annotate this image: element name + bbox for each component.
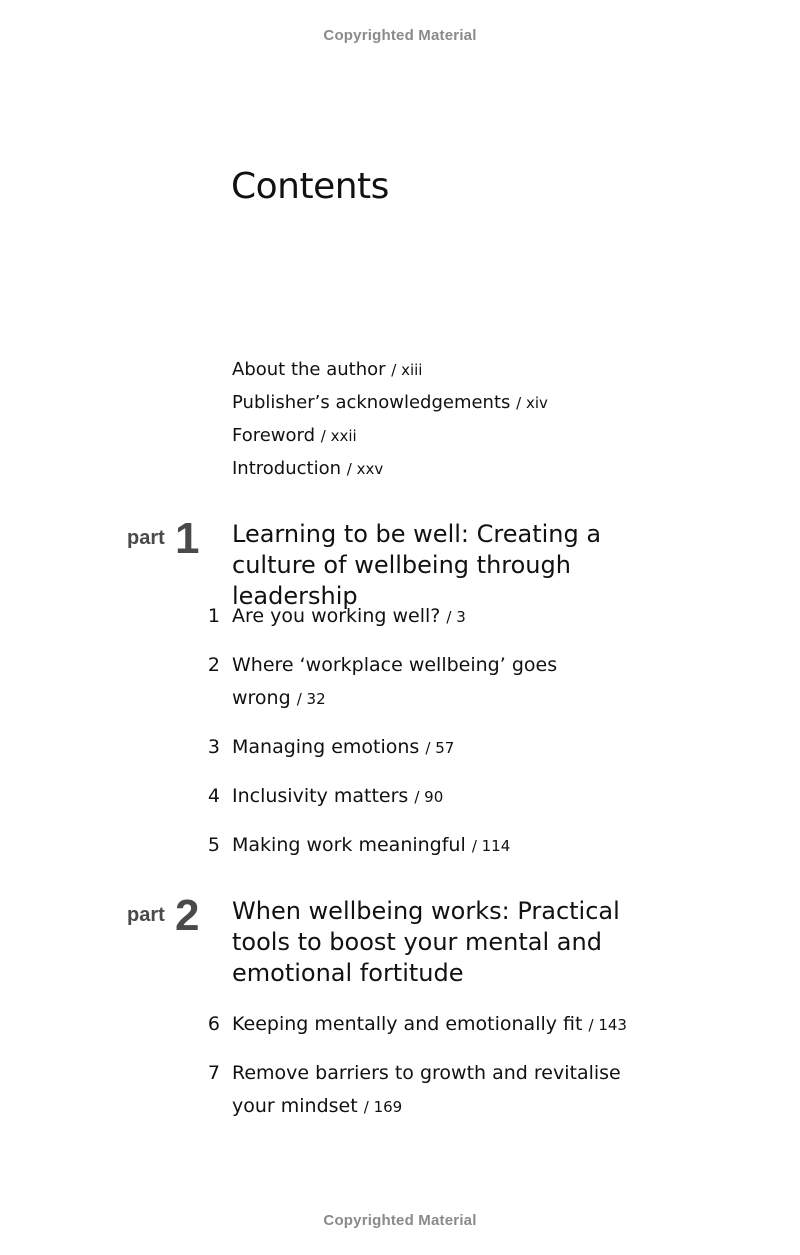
chapter-title: Are you working well?	[232, 605, 441, 627]
chapter-number: 2	[207, 654, 220, 676]
chapter-title: Where ‘workplace wellbeing’ goes wrong	[232, 654, 558, 709]
part-number: 2	[175, 891, 200, 940]
page-reference: / 3	[446, 608, 466, 626]
page-reference: / xxii	[320, 427, 357, 445]
part-label: part	[127, 904, 165, 926]
page-reference: / 90	[414, 788, 444, 806]
front-matter-title: Introduction	[232, 458, 342, 479]
chapter-number: 3	[207, 736, 220, 758]
part-title: When wellbeing works: Practical tools to boost your mental and emotional fortitude	[232, 897, 620, 987]
chapter-title: Remove barriers to growth and revitalise your mindset	[232, 1062, 621, 1117]
page-reference: / 32	[296, 690, 326, 708]
part-title: Learning to be well: Creating a culture of wellbeing through leadership	[232, 520, 602, 610]
front-matter-title: Publisher’s acknowledgements	[232, 392, 511, 413]
chapter-number: 4	[207, 785, 220, 807]
chapter-title: Inclusivity matters	[232, 785, 409, 807]
chapter-title: Keeping mentally and emotionally fit	[232, 1013, 583, 1035]
page-reference: / xxv	[346, 460, 384, 478]
chapter-number: 1	[207, 605, 220, 627]
chapter-title: Making work meaningful	[232, 834, 466, 856]
chapter-title: Managing emotions	[232, 736, 420, 758]
page-reference: / xiv	[516, 394, 548, 412]
chapter-number: 6	[207, 1013, 220, 1035]
page-reference: / 169	[363, 1098, 403, 1116]
watermark-top: Copyrighted Material	[323, 27, 477, 44]
chapter-number: 5	[207, 834, 220, 856]
page-reference: / 143	[588, 1016, 627, 1034]
front-matter-item[interactable]	[232, 358, 548, 391]
front-matter-title: About the author	[232, 359, 386, 380]
front-matter-item[interactable]	[232, 391, 548, 424]
chapter-number: 7	[207, 1062, 220, 1084]
watermark-bottom: Copyrighted Material	[323, 1212, 477, 1229]
front-matter-item[interactable]	[232, 457, 548, 490]
front-matter-title: Foreword	[232, 425, 316, 446]
part-number: 1	[175, 514, 200, 563]
part-label: part	[127, 527, 165, 549]
front-matter-list	[232, 358, 548, 490]
page-reference: / xiii	[391, 361, 423, 379]
page-title: Contents	[231, 166, 389, 207]
front-matter-item[interactable]	[232, 424, 548, 457]
page-reference: / 57	[425, 739, 455, 757]
page-reference: / 114	[471, 837, 511, 855]
